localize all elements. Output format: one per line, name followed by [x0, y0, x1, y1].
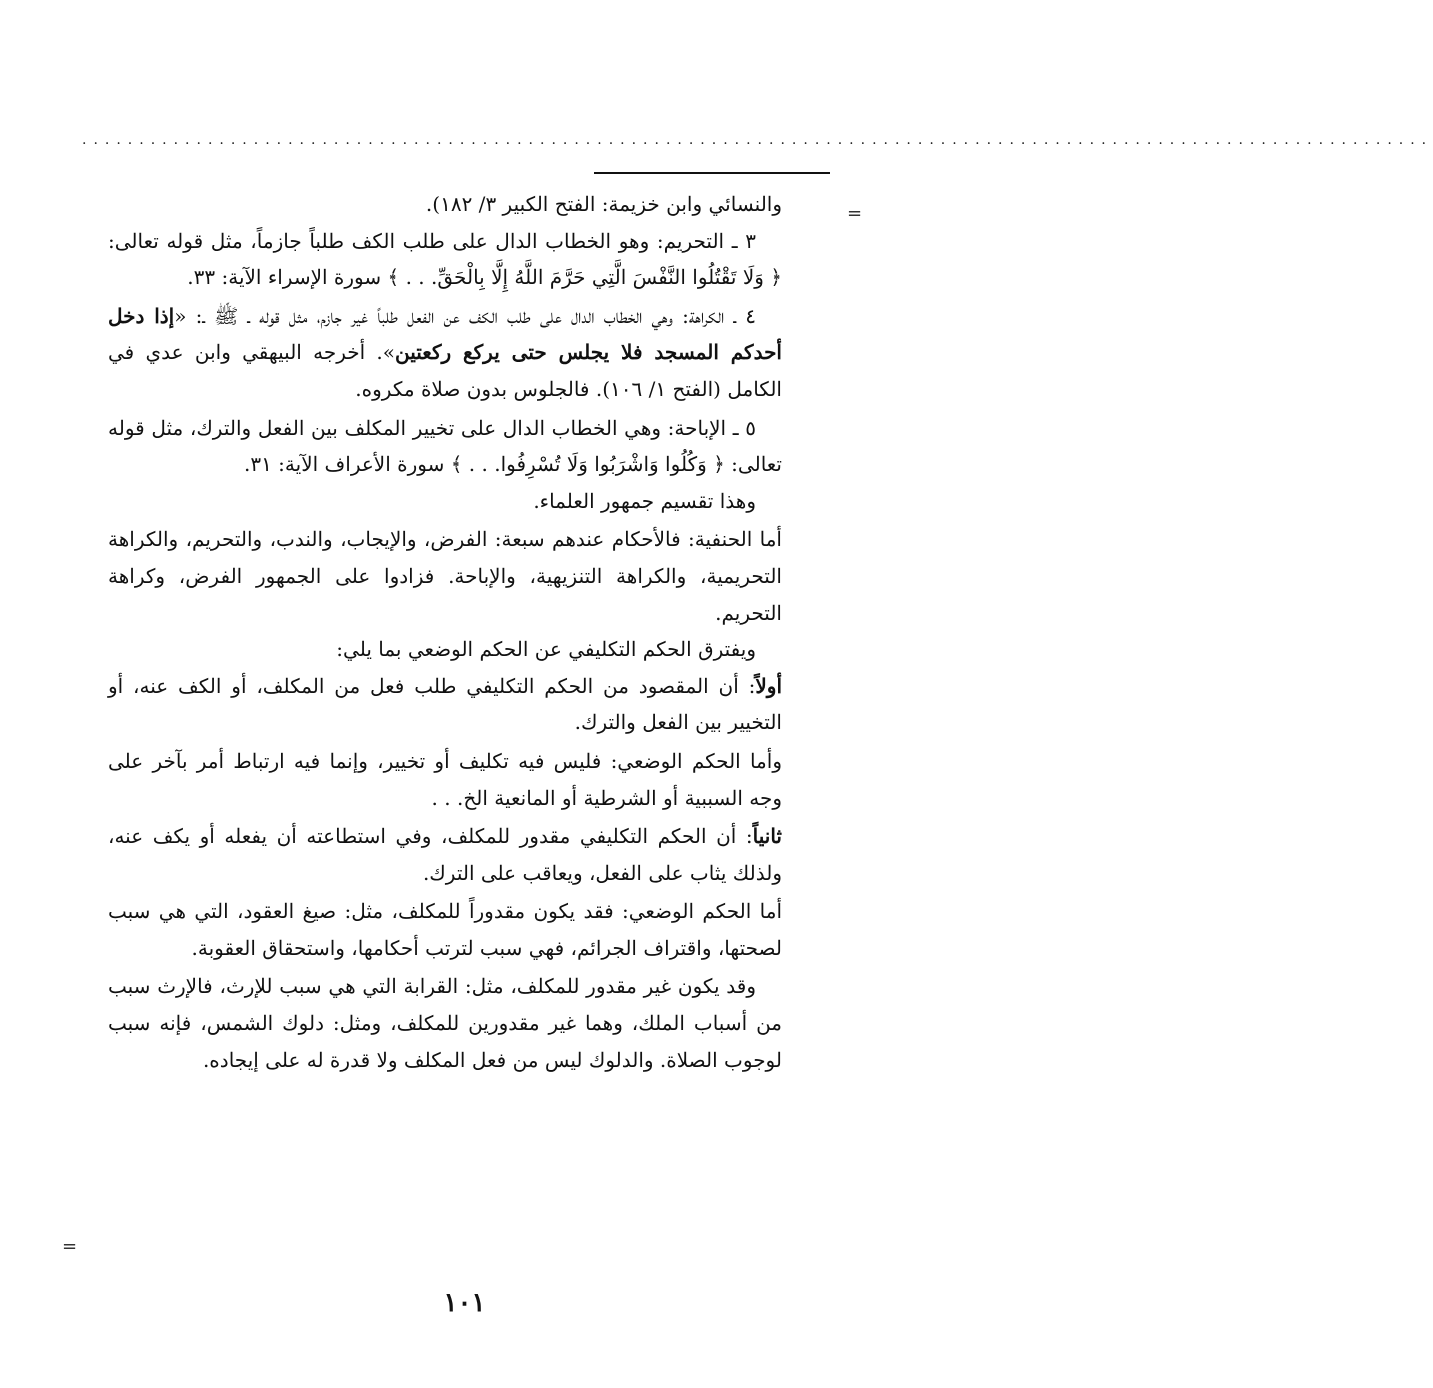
page-body — [108, 186, 782, 1078]
paragraph-hanafi: أما الحنفية: فالأحكام عندهم سبعة: الفرض، والإيجاب، والندب، والتحريم، والكراهة التحريمية، والكراهة التنزيهية، والإباحة. فزادوا على الجمهور الفرض، وكراهة التحريم. — [108, 527, 782, 625]
text-run: : أن المقصود من الحكم التكليفي طلب فعل من المكلف، أو الكف عنه، أو التخيير بين الفعل والترك. — [108, 673, 782, 735]
paragraph-ibaha — [108, 410, 782, 483]
text-run: ٣ ـ التحريم: وهو الخطاب الدال على طلب الكف طلباً جازماً، مثل قوله تعالى: — [108, 228, 756, 253]
footnote-rule — [594, 172, 830, 174]
paragraph-wadi-incapable: وقد يكون غير مقدور للمكلف، مثل: القرابة التي هي سبب للإرث، فالإرث سبب من أسباب الملك، وهما غير مقدورين للمكلف، ومثل: دلوك الشمس، فإنه سبب لوجوب الصلاة. والدلوك ليس من فعل المكلف ولا قدرة له على إيجاده. — [108, 974, 783, 1072]
page-number: ١٠١ — [443, 1288, 486, 1318]
paragraph-majority-division: وهذا تقسيم جمهور العلماء. — [533, 488, 756, 513]
paragraph-tahrim — [108, 223, 782, 296]
paragraph-source-citation: والنسائي وابن خزيمة: الفتح الكبير ٣/ ١٨٢). — [425, 192, 782, 216]
text-run: ٤ ـ الكراهة: وهي الخطاب الدال على طلب الكف عن الفعل طلباً غير جازم، مثل قوله ـ ﷺ ـ: « — [174, 303, 756, 328]
quran-verse: ﴿ وَكُلُوا وَاشْرَبُوا وَلَا تُسْرِفُوا. . . ﴾ — [450, 452, 725, 477]
lead-word-second: ثانياً — [752, 824, 782, 849]
text-run: : أن الحكم التكليفي مقدور للمكلف، وفي استطاعته أن يفعله أو يكف عنه، ولذلك يثاب على الفعل، ويعاقب على الترك. — [108, 824, 782, 885]
paragraph-first-difference — [108, 668, 782, 741]
header-dotted-line: ...................................................................................................................... — [82, 132, 1433, 148]
text-run: ٥ ـ الإباحة: وهي الخطاب الدال على تخيير المكلف بين الفعل والترك، مثل قوله تعالى: — [108, 415, 782, 477]
paragraph-wadi-capable: أما الحكم الوضعي: فقد يكون مقدوراً للمكلف، مثل: صيغ العقود، التي هي سبب لصحتها، واقتراف الجرائم، فهي سبب لترتب أحكامها، واستحقاق العقوبة. — [108, 899, 782, 960]
paragraph-wadi-ruling: وأما الحكم الوضعي: فليس فيه تكليف أو تخيير، وإنما فيه ارتباط أمر بآخر على وجه السببية أو الشرطية أو المانعية الخ. . . — [108, 748, 782, 810]
paragraph-difference-intro: ويفترق الحكم التكليفي عن الحكم الوضعي بما يلي: — [336, 637, 756, 662]
lead-word-first: أولاً — [755, 673, 782, 698]
paragraph-second-difference — [108, 818, 782, 891]
hadith-text: إذا دخل أحدكم المسجد فلا يجلس حتى يركع ركعتين — [108, 303, 782, 365]
paragraph-karaha — [108, 298, 782, 408]
text-run: سورة الإسراء الآية: ٣٣. — [187, 265, 388, 290]
continuation-mark-bottom: = — [62, 1236, 78, 1257]
continuation-mark-top: = — [847, 203, 863, 224]
quran-verse: ﴿ وَلَا تَقْتُلُوا النَّفْسَ الَّتِي حَرَّمَ اللَّهُ إِلَّا بِالْحَقِّ. . . ﴾ — [387, 265, 782, 290]
text-run: ». أخرجه البيهقي وابن عدي في الكامل (الفتح ١/ ١٠٦). فالجلوس بدون صلاة مكروه. — [108, 340, 782, 401]
text-run: سورة الأعراف الآية: ٣١. — [243, 452, 451, 477]
